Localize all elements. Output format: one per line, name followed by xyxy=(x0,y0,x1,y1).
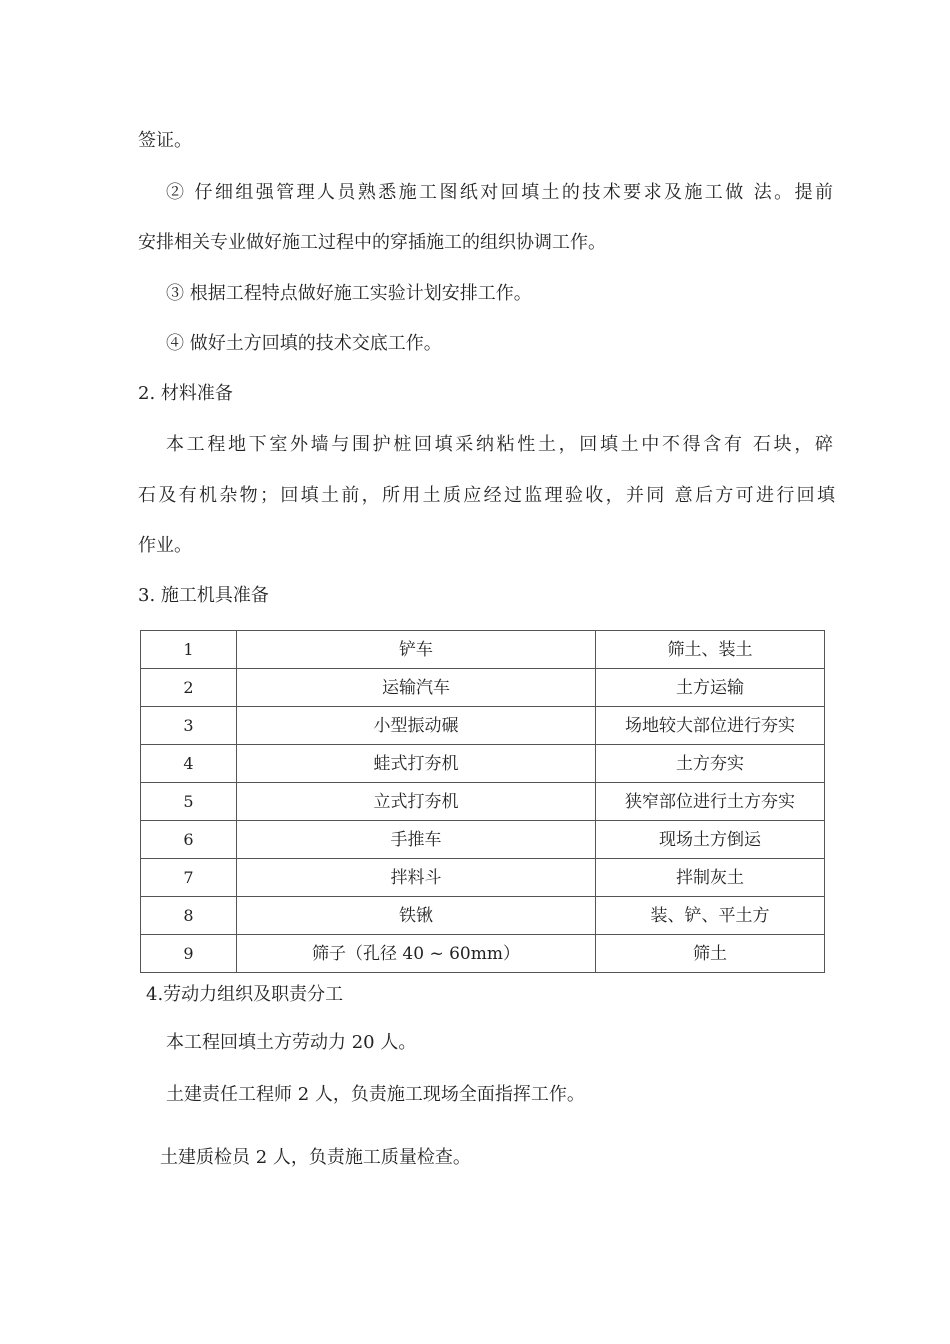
tool-name: 铁锹 xyxy=(237,897,596,935)
labor-total: 本工程回填土方劳动力 20 人。 xyxy=(166,1032,417,1053)
item-2-line-2: 安排相关专业做好施工过程中的穿插施工的组织协调工作。 xyxy=(138,232,606,253)
table-row xyxy=(141,669,825,707)
table-row xyxy=(141,897,825,935)
heading-labor: 4.劳动力组织及职责分工 xyxy=(146,984,344,1005)
tools-table-body xyxy=(141,631,825,973)
tool-usage: 土方夯实 xyxy=(596,745,825,783)
item-2-line-1: ② 仔细组强管理人员熟悉施工图纸对回填土的技术要求及施工做 法。提前 xyxy=(166,182,833,203)
labor-inspector: 土建质检员 2 人，负责施工质量检查。 xyxy=(160,1147,471,1168)
tool-name: 蛙式打夯机 xyxy=(237,745,596,783)
material-paragraph-line-2: 石及有机杂物；回填土前，所用土质应经过监理验收，并同 意后方可进行回填 xyxy=(138,485,835,506)
tool-name: 运输汽车 xyxy=(237,669,596,707)
table-row xyxy=(141,745,825,783)
tool-number: 8 xyxy=(141,897,237,935)
tool-usage: 筛土 xyxy=(596,935,825,973)
labor-engineer: 土建责任工程师 2 人，负责施工现场全面指挥工作。 xyxy=(166,1084,585,1105)
table-row xyxy=(141,859,825,897)
tool-number: 2 xyxy=(141,669,237,707)
tool-number: 5 xyxy=(141,783,237,821)
tool-usage: 场地较大部位进行夯实 xyxy=(596,707,825,745)
tool-name: 小型振动碾 xyxy=(237,707,596,745)
tool-usage: 现场土方倒运 xyxy=(596,821,825,859)
tool-number: 6 xyxy=(141,821,237,859)
tool-usage: 拌制灰土 xyxy=(596,859,825,897)
material-paragraph-line-1: 本工程地下室外墙与围护桩回填采纳粘性土，回填土中不得含有 石块，碎 xyxy=(166,434,833,455)
heading-material-prep: 2. 材料准备 xyxy=(138,383,233,404)
table-row xyxy=(141,935,825,973)
table-row xyxy=(141,821,825,859)
table-row xyxy=(141,783,825,821)
tool-number: 4 xyxy=(141,745,237,783)
tool-usage: 土方运输 xyxy=(596,669,825,707)
tool-number: 9 xyxy=(141,935,237,973)
tools-table xyxy=(140,630,825,973)
tool-name: 拌料斗 xyxy=(237,859,596,897)
tool-name: 铲车 xyxy=(237,631,596,669)
tool-name: 手推车 xyxy=(237,821,596,859)
tool-usage: 狭窄部位进行土方夯实 xyxy=(596,783,825,821)
item-4: ④ 做好土方回填的技术交底工作。 xyxy=(166,333,442,354)
item-3: ③ 根据工程特点做好施工实验计划安排工作。 xyxy=(166,283,532,304)
tool-name: 立式打夯机 xyxy=(237,783,596,821)
heading-tools-prep: 3. 施工机具准备 xyxy=(138,585,269,606)
material-paragraph-line-3: 作业。 xyxy=(138,535,192,556)
table-row xyxy=(141,707,825,745)
tool-number: 3 xyxy=(141,707,237,745)
tool-number: 7 xyxy=(141,859,237,897)
tool-usage: 装、铲、平土方 xyxy=(596,897,825,935)
tool-number: 1 xyxy=(141,631,237,669)
table-row xyxy=(141,631,825,669)
tool-usage: 筛土、装土 xyxy=(596,631,825,669)
paragraph-continuation: 签证。 xyxy=(138,130,192,151)
tool-name: 筛子（孔径 40 ~ 60mm） xyxy=(237,935,596,973)
